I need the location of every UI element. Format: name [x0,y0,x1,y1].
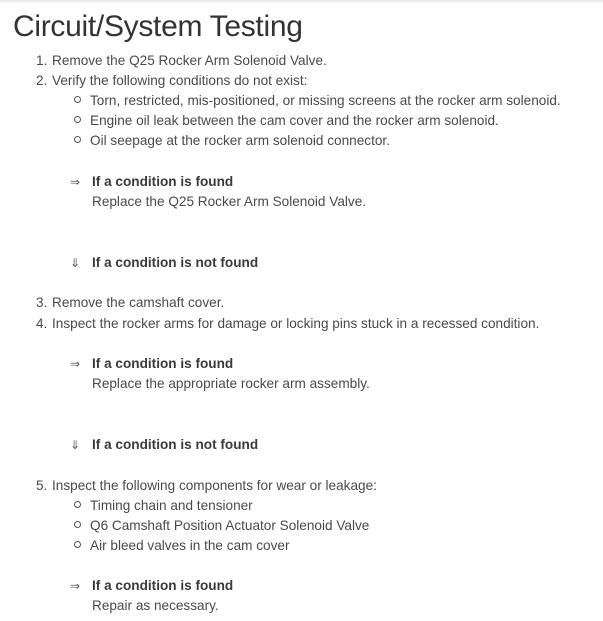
step-text: Remove the camshaft cover. [52,295,225,310]
step-text: Remove the Q25 Rocker Arm Solenoid Valve. [52,53,327,68]
list-item-text: Oil seepage at the rocker arm solenoid connector. [90,133,390,148]
bullet-icon [74,116,81,123]
list-item [74,537,289,555]
step-number: 1. [36,53,48,68]
step-number: 4. [36,316,48,331]
step-2 [36,72,307,90]
condition-not-found-label: If a condition is not found [92,255,259,270]
condition-found-action: Replace the Q25 Rocker Arm Solenoid Valve. [92,194,367,209]
down-arrow-icon: ⇓ [70,438,81,452]
list-item-text: Air bleed valves in the cam cover [90,538,290,553]
bullet-icon [74,541,81,548]
bullet-icon [74,521,81,528]
list-item [74,92,561,110]
step-number: 5. [36,478,48,493]
condition-found-label: If a condition is found [92,578,234,593]
right-arrow-icon: ⇒ [70,357,81,371]
list-item [74,112,499,130]
down-arrow-icon: ⇓ [70,256,81,270]
bullet-icon [74,136,81,143]
condition-found-action: Replace the appropriate rocker arm assembly. [92,376,370,391]
step-text: Verify the following conditions do not exist: [52,73,308,88]
step-4 [36,315,539,333]
condition-found-label: If a condition is found [92,356,234,371]
list-item [74,497,253,515]
right-arrow-icon: ⇒ [70,579,81,593]
step-number: 2. [36,73,48,88]
step-text: Inspect the following components for wear or leakage: [52,478,377,493]
list-item-text: Q6 Camshaft Position Actuator Solenoid Valve [90,518,370,533]
condition-found-label: If a condition is found [92,174,234,189]
bullet-icon [74,501,81,508]
list-item-text: Timing chain and tensioner [90,498,253,513]
top-shadow [0,0,603,4]
step-3 [36,294,224,312]
right-arrow-icon: ⇒ [70,175,81,189]
bullet-icon [74,96,81,103]
list-item-text: Torn, restricted, mis-positioned, or missing screens at the rocker arm solenoid. [90,93,561,108]
step-text: Inspect the rocker arms for damage or locking pins stuck in a recessed condition. [52,316,540,331]
step-5 [36,477,377,495]
condition-found-action: Repair as necessary. [92,598,219,613]
page-title: Circuit/System Testing [13,10,303,43]
list-item [74,132,390,150]
list-item-text: Engine oil leak between the cam cover and the rocker arm solenoid. [90,113,499,128]
list-item [74,517,369,535]
step-1 [36,52,327,70]
condition-not-found-label: If a condition is not found [92,437,259,452]
step-number: 3. [36,295,48,310]
